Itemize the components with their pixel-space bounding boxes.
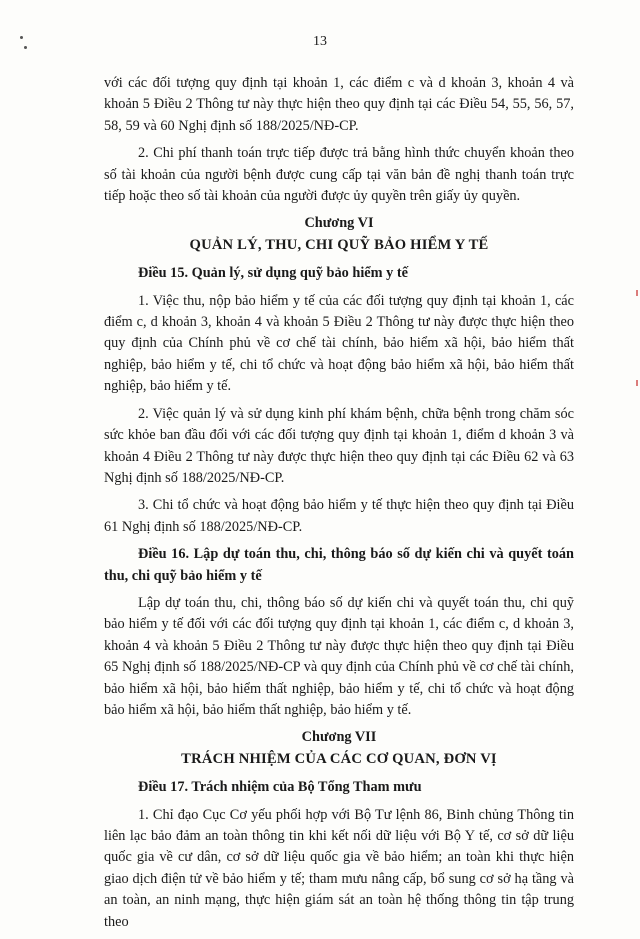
scan-edge-mark xyxy=(636,290,638,296)
scan-edge-mark xyxy=(636,380,638,386)
page-number: 13 xyxy=(313,34,327,49)
chapter-title: TRÁCH NHIỆM CỦA CÁC CƠ QUAN, ĐƠN VỊ xyxy=(181,750,497,767)
body-paragraph: 1. Chỉ đạo Cục Cơ yếu phối hợp với Bộ Tư lệnh 86, Binh chủng Thông tin liên lạc bảo đảm an toàn thông tin khi kết nối dữ liệu với Bộ Y tế, cơ sở dữ liệu quốc gia về cư dân, cơ sở dữ liệu quốc gia về bảo hiểm; an toàn khi thực hiện giao dịch điện tử về bảo hiểm y tế; tham mưu nâng cấp, bổ sung cơ sở hạ tầng và an toàn, an ninh mạng, thực hiện giám sát an toàn hệ thống thông tin tập trung theo xyxy=(104,806,574,930)
document-body xyxy=(104,73,574,939)
chapter-heading: Chương VII xyxy=(301,729,377,746)
body-paragraph: với các đối tượng quy định tại khoản 1, các điểm c và d khoản 3, khoản 4 và khoản 5 Điều 2 Thông tư này thực hiện theo quy định tại các Điều 54, 55, 56, 57, 58, 59 và 60 Nghị định số 188/2025/NĐ-CP. xyxy=(104,75,574,134)
article-heading: Điều 15. Quản lý, sử dụng quỹ bảo hiểm y tế xyxy=(138,265,408,282)
article-heading: Điều 16. Lập dự toán thu, chi, thông báo số dự kiến chi và quyết toán thu, chi quỹ bảo hiểm y tế xyxy=(104,546,574,584)
body-paragraph: 1. Việc thu, nộp bảo hiểm y tế của các đối tượng quy định tại khoản 1, các điểm c, d khoản 3, khoản 4 và khoản 5 Điều 2 Thông tư này được thực hiện theo quy định của Chính phủ về cơ chế tài chính, bảo hiểm xã hội, bảo hiểm thất nghiệp, bảo hiểm y tế, chi tổ chức và hoạt động bảo hiểm xã hội, bảo hiểm thất nghiệp, bảo hiểm y tế. xyxy=(104,292,574,395)
chapter-title: QUẢN LÝ, THU, CHI QUỸ BẢO HIỂM Y TẾ xyxy=(189,236,489,253)
body-paragraph: Lập dự toán thu, chi, thông báo số dự kiến chi và quyết toán thu, chi quỹ bảo hiểm y tế đối với các đối tượng quy định tại khoản 1, các điểm c, d khoản 3, khoản 4 và khoản 5 Điều 2 Thông tư này được thực hiện theo quy định tại Điều 65 Nghị định số 188/2025/NĐ-CP và quy định của Chính phủ về cơ chế tài chính, bảo hiểm xã hội, bảo hiểm thất nghiệp, bảo hiểm y tế, chi tổ chức và hoạt động bảo hiểm xã hội, bảo hiểm thất nghiệp, bảo hiểm y tế. xyxy=(104,594,574,718)
body-paragraph: 2. Việc quản lý và sử dụng kinh phí khám bệnh, chữa bệnh trong chăm sóc sức khỏe ban đầu đối với các đối tượng quy định tại khoản 1, điểm d khoản 3 và khoản 4 Điều 2 Thông tư này được thực hiện theo quy định tại các Điều 62 và 63 Nghị định số 188/2025/NĐ-CP. xyxy=(104,405,574,486)
article-heading: Điều 17. Trách nhiệm của Bộ Tổng Tham mưu xyxy=(138,779,422,796)
chapter-heading: Chương VI xyxy=(304,215,374,232)
body-paragraph: 3. Chi tổ chức và hoạt động bảo hiểm y tế thực hiện theo quy định tại Điều 61 Nghị định số 188/2025/NĐ-CP. xyxy=(104,497,574,535)
body-paragraph: 2. Chi phí thanh toán trực tiếp được trả bằng hình thức chuyển khoản theo số tài khoản của người bệnh được cung cấp tại văn bản đề nghị thanh toán trực tiếp hoặc theo số tài khoản của người được ủy quyền trên giấy ủy quyền. xyxy=(104,145,574,205)
